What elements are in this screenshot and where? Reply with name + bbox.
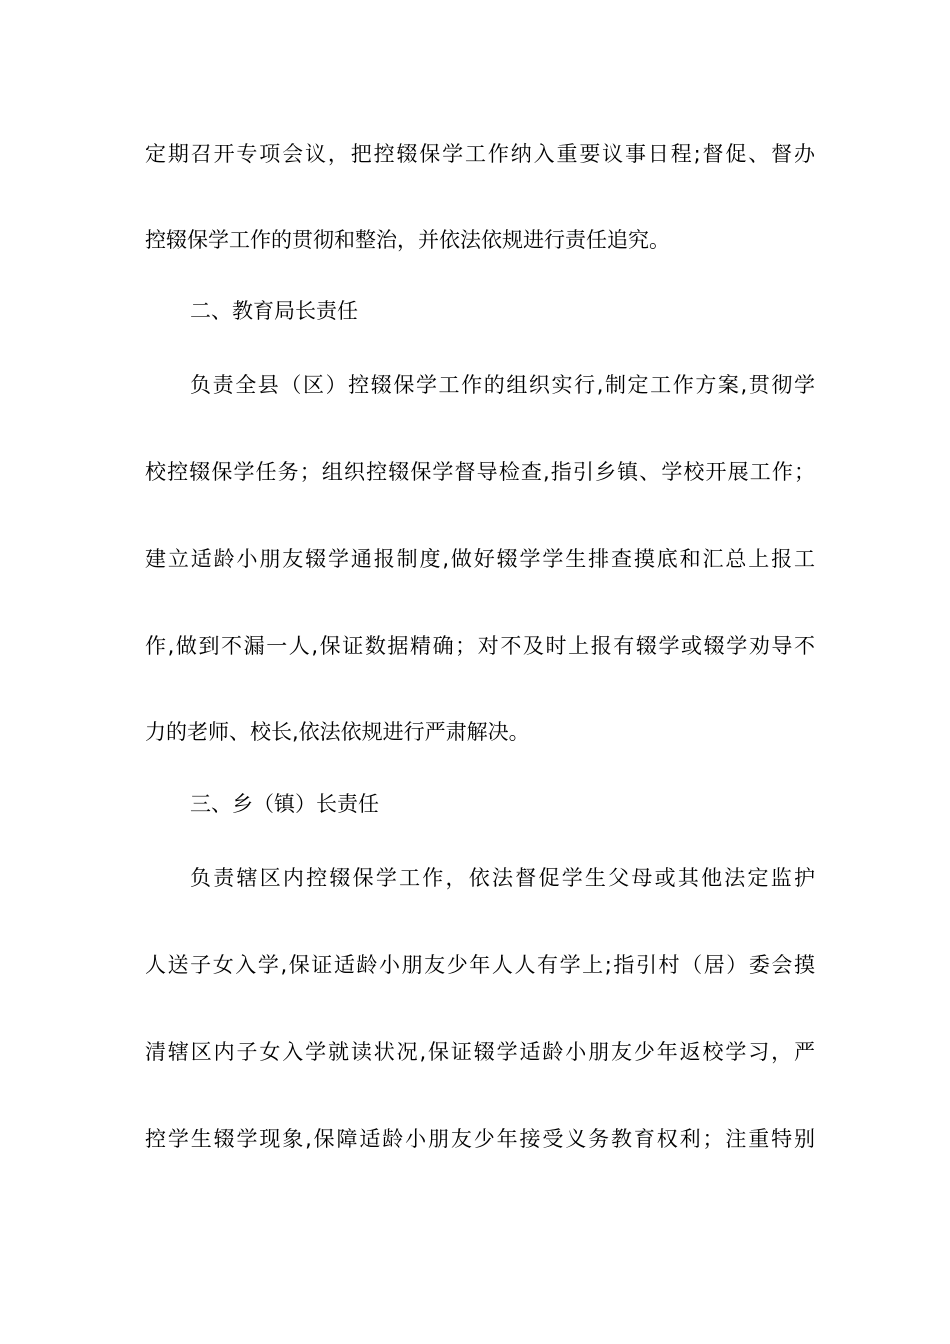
section-heading-2: 二、教育局长责任 [190, 299, 358, 323]
paragraph-line: 力的老师、校长,依法依规进行严肃解决。 [145, 720, 530, 744]
paragraph-line: 控辍保学工作的贯彻和整治，并依法依规进行责任追究。 [145, 228, 670, 252]
paragraph-line: 清辖区内子女入学就读状况,保证辍学适龄小朋友少年返校学习，严 [145, 1040, 815, 1064]
section-heading-3: 三、乡（镇）长责任 [190, 792, 379, 816]
paragraph-line: 人送子女入学,保证适龄小朋友少年人人有学上;指引村（居）委会摸 [145, 953, 815, 977]
paragraph-line: 定期召开专项会议，把控辍保学工作纳入重要议事日程;督促、督办 [145, 142, 815, 166]
paragraph-line: 负责辖区内控辍保学工作，依法督促学生父母或其他法定监护 [190, 866, 815, 890]
paragraph-line: 建立适龄小朋友辍学通报制度,做好辍学学生排查摸底和汇总上报工 [145, 547, 815, 571]
paragraph-line: 校控辍保学任务；组织控辍保学督导检查,指引乡镇、学校开展工作； [145, 460, 815, 484]
paragraph-line: 作,做到不漏一人,保证数据精确；对不及时上报有辍学或辍学劝导不 [145, 634, 815, 658]
paragraph-line: 负责全县（区）控辍保学工作的组织实行,制定工作方案,贯彻学 [190, 373, 815, 397]
paragraph-line: 控学生辍学现象,保障适龄小朋友少年接受义务教育权利；注重特别 [145, 1127, 815, 1151]
